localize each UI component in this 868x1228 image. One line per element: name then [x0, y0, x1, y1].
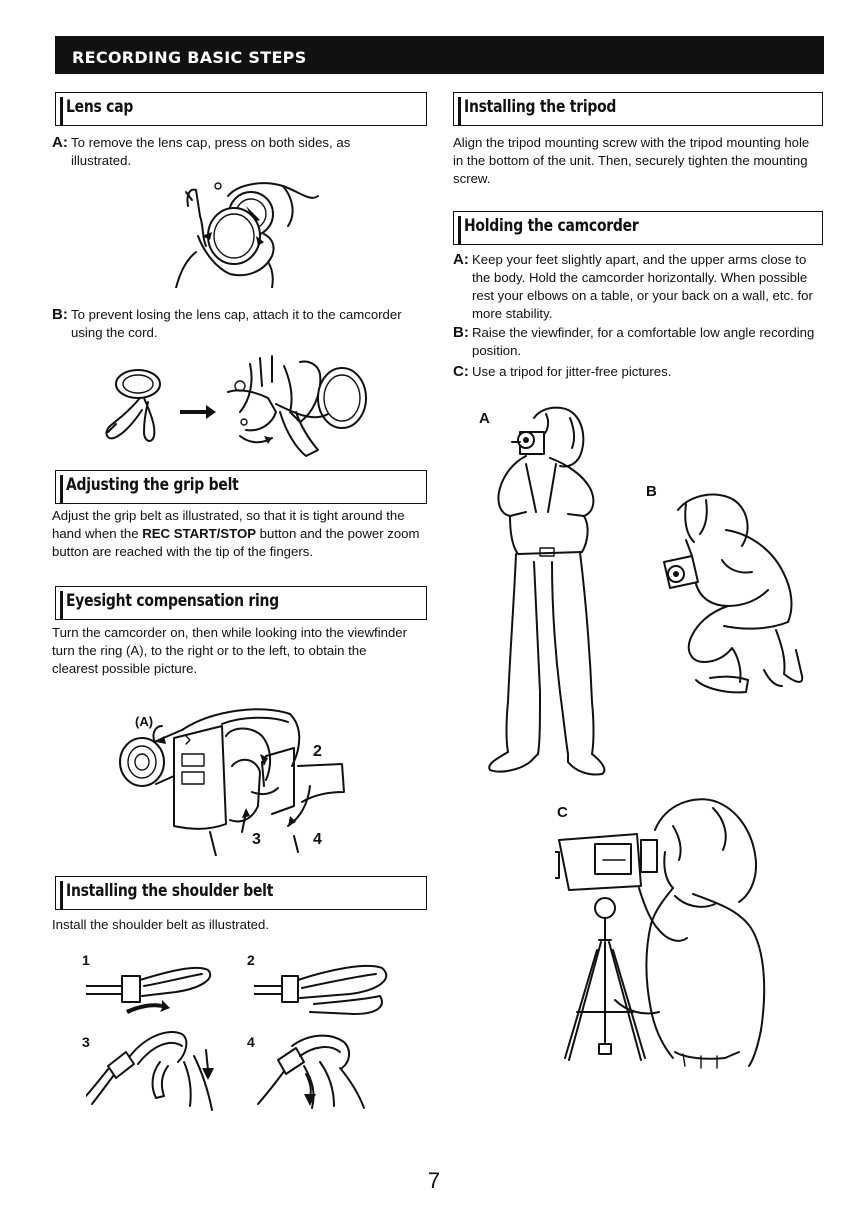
lens-cap-step-a — [52, 134, 412, 170]
page-number: 7 — [427, 1168, 441, 1193]
heading-eyesight-ring-text: Eyesight compensation ring — [66, 591, 279, 611]
heading-lens-cap-text: Lens cap — [66, 97, 134, 117]
step-a-text: To remove the lens cap, press on both sides, as illustrated. — [71, 135, 351, 168]
fig-label-b: B — [646, 483, 657, 500]
holding-a-text: Keep your feet slightly apart, and the upper arms close to the body. Hold the camcorder horizontally. When possible rest your elbows on a table, or your back on a wall, etc. for more stability. — [472, 252, 813, 321]
heading-shoulder-belt-text: Installing the shoulder belt — [66, 881, 274, 901]
eyesight-text: Turn the camcorder on, then while looking into the viewfinder turn the ring (A), to the right or to the left, to obtain the clearest possible picture. — [52, 625, 408, 676]
shoulder-belt-step-4-illustration — [254, 1026, 384, 1112]
shoulder-belt-step-1-illustration — [86, 956, 216, 1020]
heading-installing-tripod — [453, 92, 823, 126]
lens-cap-cord-illustration — [100, 352, 390, 462]
belt-step-3-label: 3 — [82, 1034, 90, 1050]
heading-grip-belt-text: Adjusting the grip belt — [66, 475, 239, 495]
fig-label-c: C — [557, 804, 568, 821]
shoulder-belt-text: Install the shoulder belt as illustrated. — [52, 917, 269, 932]
rec-start-stop-label: REC START/STOP — [142, 526, 257, 541]
holding-c-label: C: — [453, 363, 469, 380]
fig-label-step-2: 2 — [313, 743, 322, 760]
heading-holding-camcorder-text: Holding the camcorder — [464, 216, 639, 236]
step-b-text: To prevent losing the lens cap, attach it to the camcorder using the cord. — [71, 307, 402, 340]
heading-installing-tripod-text: Installing the tripod — [464, 97, 617, 117]
holding-step-b — [453, 324, 823, 360]
holding-c-text: Use a tripod for jitter-free pictures. — [472, 364, 672, 379]
lens-cap-step-b — [52, 306, 412, 342]
heading-holding-camcorder — [453, 211, 823, 245]
holding-a-label: A: — [453, 251, 469, 268]
belt-step-2-label: 2 — [247, 952, 255, 968]
step-b-label: B: — [52, 306, 68, 323]
belt-step-4-label: 4 — [247, 1034, 255, 1050]
tripod-pose-illustration — [555, 790, 770, 1070]
grip-belt-text — [52, 507, 424, 561]
belt-step-1-label: 1 — [82, 952, 90, 968]
heading-eyesight-ring — [55, 586, 427, 620]
standing-pose-illustration — [486, 402, 616, 782]
heading-grip-belt — [55, 470, 427, 504]
fig-label-step-3: 3 — [252, 831, 261, 848]
holding-b-text: Raise the viewfinder, for a comfortable low angle recording position. — [472, 325, 815, 358]
shoulder-belt-step-3-illustration — [86, 1026, 226, 1112]
lens-cap-removal-illustration — [168, 176, 328, 288]
heading-shoulder-belt — [55, 876, 427, 910]
fig-label-step-4: 4 — [313, 831, 322, 848]
heading-lens-cap — [55, 92, 427, 126]
holding-b-label: B: — [453, 324, 469, 341]
holding-step-a — [453, 251, 823, 323]
shoulder-belt-step-2-illustration — [254, 956, 394, 1020]
tripod-text: Align the tripod mounting screw with the tripod mounting hole in the bottom of the unit. Then, securely tighten the mounting screw. — [453, 135, 810, 186]
section-banner: RECORDING BASIC STEPS — [55, 36, 824, 74]
grip-belt-text-1: Adjust the grip belt as illustrated, so that it is tight around the hand when the — [52, 508, 405, 541]
step-a-label: A: — [52, 134, 68, 151]
crouching-pose-illustration — [656, 490, 806, 700]
holding-step-c — [453, 363, 823, 381]
fig-label-ring-a: (A) — [135, 714, 154, 729]
grip-belt-text-2: button and the power zoom button are reached with the tip of the fingers. — [52, 526, 420, 559]
fig-label-a: A — [479, 410, 490, 427]
